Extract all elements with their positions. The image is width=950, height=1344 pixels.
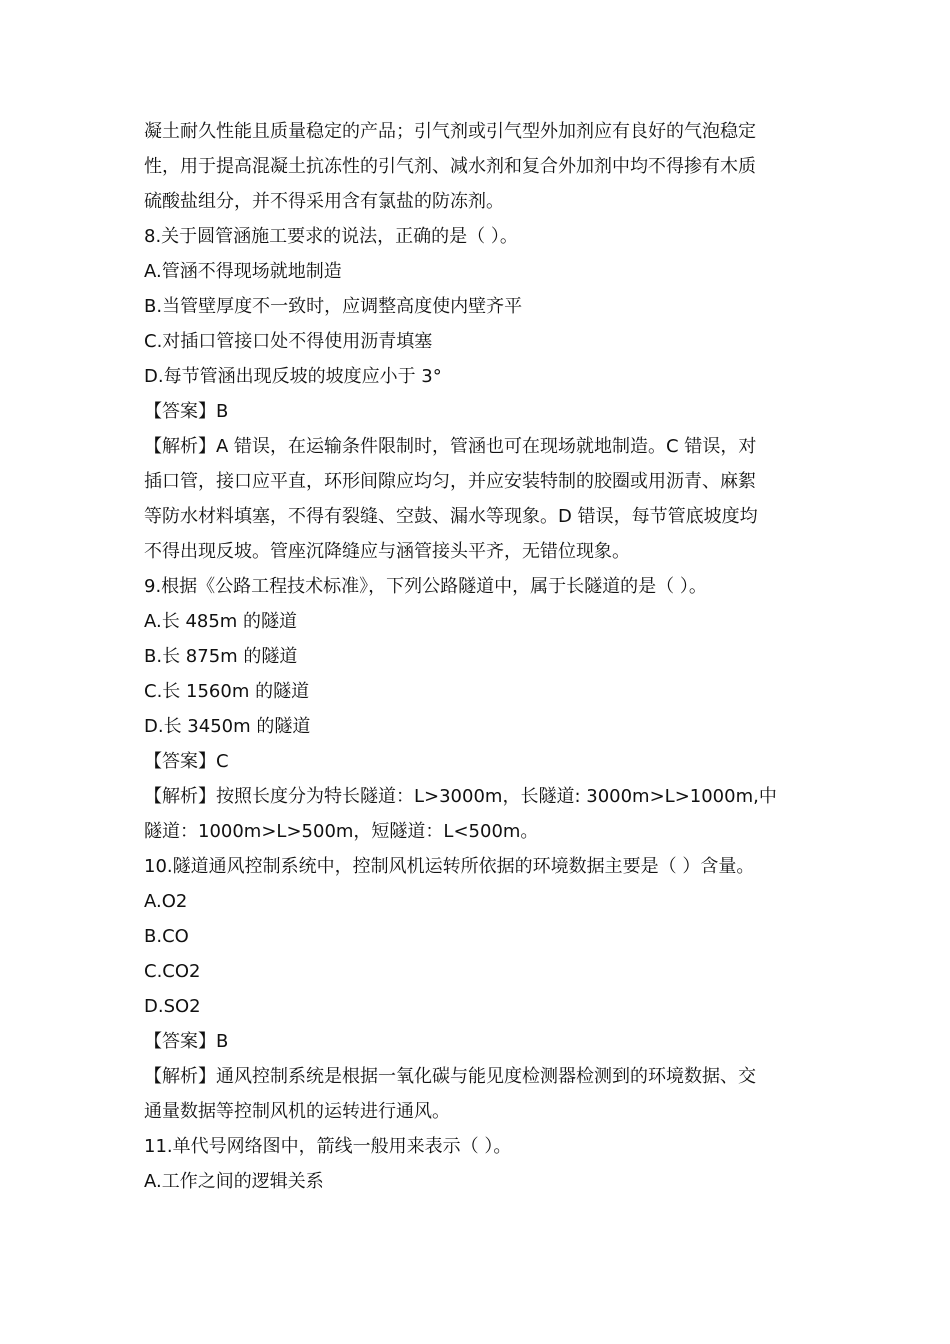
explanation: 等防水材料填塞，不得有裂缝、空鼓、漏水等现象。D 错误，每节管底坡度均 <box>144 506 758 527</box>
answer: 【答案】B <box>144 1031 229 1052</box>
explanation: 隧道：1000m>L>500m，短隧道：L<500m。 <box>144 821 539 842</box>
option-b: B.当管壁厚度不一致时，应调整高度使内壁齐平 <box>144 296 523 317</box>
question-10: 10.隧道通风控制系统中，控制风机运转所依据的环境数据主要是（ ）含量。 <box>144 856 755 877</box>
question-9: 9.根据《公路工程技术标准》，下列公路隧道中，属于长隧道的是（ ）。 <box>144 576 707 597</box>
option-c: C.长 1560m 的隧道 <box>144 681 310 702</box>
answer: 【答案】B <box>144 401 229 422</box>
explanation: 插口管，接口应平直，环形间隙应均匀，并应安装特制的胶圈或用沥青、麻絮 <box>144 471 756 492</box>
text-line: 硫酸盐组分，并不得采用含有氯盐的防冻剂。 <box>144 191 504 212</box>
explanation: 【解析】通风控制系统是根据一氧化碳与能见度检测器检测到的环境数据、交 <box>144 1066 756 1087</box>
explanation: 【解析】按照长度分为特长隧道：L>3000m，长隧道: 3000m>L>1000m,中 <box>144 786 777 807</box>
explanation: 通量数据等控制风机的运转进行通风。 <box>144 1101 450 1122</box>
option-b: B.长 875m 的隧道 <box>144 646 298 667</box>
option-a: A.长 485m 的隧道 <box>144 611 298 632</box>
question-11: 11.单代号网络图中，箭线一般用来表示（ ）。 <box>144 1136 512 1157</box>
explanation: 【解析】A 错误，在运输条件限制时，管涵也可在现场就地制造。C 错误，对 <box>144 436 757 457</box>
option-a: A.O2 <box>144 891 188 912</box>
question-8: 8.关于圆管涵施工要求的说法，正确的是（ ）。 <box>144 226 518 247</box>
document-page <box>144 114 816 1199</box>
explanation: 不得出现反坡。管座沉降缝应与涵管接头平齐，无错位现象。 <box>144 541 630 562</box>
text-line: 性，用于提高混凝土抗冻性的引气剂、减水剂和复合外加剂中均不得掺有木质 <box>144 156 756 177</box>
option-d: D.每节管涵出现反坡的坡度应小于 3° <box>144 366 442 387</box>
text-line: 凝土耐久性能且质量稳定的产品；引气剂或引气型外加剂应有良好的气泡稳定 <box>144 121 756 142</box>
option-c: C.CO2 <box>144 961 201 982</box>
option-a: A.管涵不得现场就地制造 <box>144 261 342 282</box>
option-a: A.工作之间的逻辑关系 <box>144 1171 324 1192</box>
option-d: D.长 3450m 的隧道 <box>144 716 311 737</box>
option-b: B.CO <box>144 926 189 947</box>
answer: 【答案】C <box>144 751 229 772</box>
option-d: D.SO2 <box>144 996 201 1017</box>
option-c: C.对插口管接口处不得使用沥青填塞 <box>144 331 433 352</box>
